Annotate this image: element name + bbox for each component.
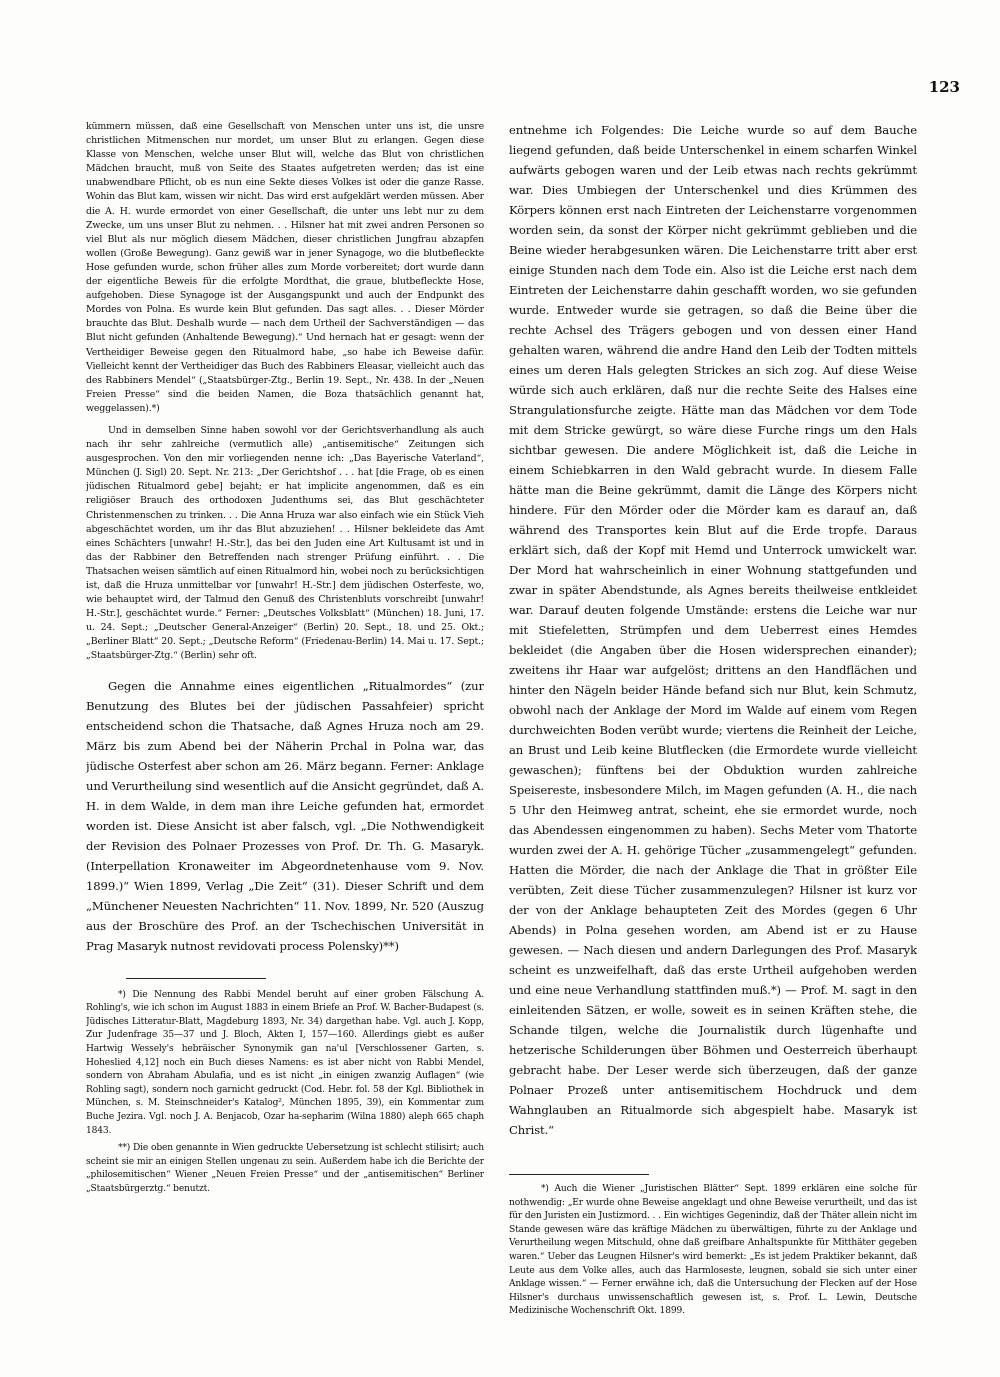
right-column — [509, 120, 917, 1360]
footnote-divider — [126, 978, 266, 979]
argument-paragraph: Gegen die Annahme eines eigentlichen „Ritualmordes“ (zur Benutzung des Blutes bei der jüdischen Passahfeier) spricht entscheidend schon die Thatsache, daß Agnes Hruza noch am 29. März bis zum Abend bei der Näherin Prchal in Polna war, das jüdische Osterfest aber schon am 26. März begann. Ferner: Anklage und Verurtheilung sind wesentlich auf die Ansicht gegründet, daß A. H. in dem Walde, in dem man ihre Leiche gefunden hat, ermordet worden ist. Diese Ansicht ist aber falsch, vgl. „Die Nothwendigkeit der Revision des Polnaer Prozesses von Prof. Dr. Th. G. Masaryk. (Interpellation Kronaweiter im Abgeordnetenhause vom 9. Nov. 1899.)“ Wien 1899, Verlag „Die Zeit“ (31). Dieser Schrift und dem „Münchener Neuesten Nachrichten“ 11. Nov. 1899, Nr. 520 (Auszug aus der Broschüre des Prof. an der Tschechischen Universität in Prag Masaryk nutnost revidovati process Polensky)**) — [86, 678, 484, 953]
left-column — [86, 120, 484, 1360]
page-number: 123 — [928, 78, 960, 96]
newspaper-citations-paragraph: Und in demselben Sinne haben sowohl vor der Gerichtsverhandlung als auch nach ihr sehr zahlreiche (vermutlich alle) „antisemitische“ Zeitungen sich ausgesprochen. Von den mir vorliegenden nenne ich: „Das Bayerische Vaterland“, München (J. Sigl) 20. Sept. Nr. 213: „Der Gerichtshof . . . hat [die Frage, ob es einen jüdischen Ritualmord gebe] bejaht; er hat implicite angenommen, daß es ein religiöser Brauch des orthodoxen Judenthums sei, das Blut geschächteter Christenmenschen zu trinken. . . Die Anna Hruza war also einfach wie ein Stück Vieh abgeschächtet worden, um ihr das Blut abzuziehen! . . Hilsner bekleidete das Amt eines Schächters [unwahr! H.-Str.], das bei den Juden eine Art Kultusamt ist und in das der Rabbiner den Betreffenden nach strenger Prüfung einführt. . . Die Thatsachen weisen sämtlich auf einen Ritualmord hin, wobei noch zu berücksichtigen ist, daß die Hruza unmittelbar vor [unwahr! H.-Str.] dem jüdischen Osterfeste, wo, wie behauptet wird, der Talmud den Genuß des Christenbluts vorschreibt [unwahr! H.-Str.], geschächtet wurde.“ Ferner: „Deutsches Volksblatt“ (München) 18. Juni, 17. u. 24. Sept.; „Deutscher General-Anzeiger“ (Berlin) 20. Sept., 18. und 25. Okt.; „Berliner Blatt“ 20. Sept.; „Deutsche Reform“ (Friedenau-Berlin) 14. Mai u. 17. Sept.; „Staatsbürger-Ztg.“ (Berlin) sehr oft. — [86, 424, 484, 662]
footnote-divider-right — [509, 1174, 649, 1175]
masaryk-summary-paragraph: entnehme ich Folgendes: Die Leiche wurde so auf dem Bauche liegend gefunden, daß beide Unterschenkel in einem scharfen Winkel aufwärts gebogen waren und der Leib etwas nach rechts gekrümmt war. Dies Umbiegen der Unterschenkel und dies Krümmen des Körpers können erst nach Eintreten der Leichenstarre vorgenommen worden sein, da sonst der Körper nicht gekrümmt geblieben und die Beine wieder herabgesunken wären. Die Leichenstarre tritt aber erst einige Stunden nach dem Tode ein. Also ist die Leiche erst nach dem Eintreten der Leichenstarre dahin geschafft worden, wo sie gefunden wurde. Entweder wurde sie getragen, so daß die Beine über die rechte Achsel des Trägers gebogen und von dessen einer Hand gehalten waren, während die andre Hand den Leib der Todten mittels eines um deren Hals gelegten Strickes an sich zog. Auf diese Weise würde sich auch erklären, daß nur die rechte Seite des Halses eine Strangulationsfurche zeigte. Hätte man das Mädchen vor dem Tode mit dem Stricke gewürgt, so wäre diese Furche rings um den Hals sichtbar gewesen. Die andere Möglichkeit ist, daß die Leiche in einem Schiebkarren in den Wald gebracht wurde. In diesem Falle hätte man die Beine gekrümmt, damit die Länge des Körpers nicht hindere. Für den Mörder oder die Mörder kam es darauf an, daß während des Transportes kein Blut auf die Erde tropfe. Daraus erklärt sich, daß der Kopf mit Hemd und Unterrock umwickelt war. Der Mord hat wahrscheinlich in einer Wohnung stattgefunden und zwar in später Abendstunde, als Agnes bereits theilweise entkleidet war. Darauf deuten folgende Umstände: erstens die Leiche war nur mit Stiefeletten, Strümpfen und dem Ueberrest eines Hemdes bekleidet (die Angaben über die Hosen widersprechen einander); zweitens ihr Haar war aufgelöst; drittens an den Handflächen und hinter den Nägeln beider Hände befand sich nur Blut, kein Schmutz, obwohl nach der Anklage der Mord im Walde auf einem vom Regen durchweichten Boden verübt wurde; viertens die Reinheit der Leiche, an Brust und Leib keine Blutflecken (die Ermordete wurde vielleicht gewaschen); fünftens bei der Obduktion wurden zahlreiche Speisereste, insbesondere Milch, im Magen gefunden (A. H., die nach 5 Uhr den Heimweg antrat, scheint, ehe sie ermordet wurde, noch das Abendessen eingenommen zu haben). Sechs Meter vom Thatorte wurden zwei der A. H. gehörige Tücher „zusammengelegt“ gefunden. Hatten die Mörder, die nach der Anklage die That in größter Eile verübten, Zeit diese Tücher zusammenzulegen? Hilsner ist kurz vor der von der Anklage behaupteten Zeit des Mordes (gegen 6 Uhr Abends) in Polna gesehen worden, am Abend ist er zu Hause gewesen. — Nach diesen und andern Darlegungen des Prof. Masaryk scheint es unzweifelhaft, daß das erste Urtheil aufgehoben werden und eine neue Verhandlung stattfinden muß.*) — Prof. M. sagt in den einleitenden Sätzen, er wolle, soweit es in seinen Kräften stehe, die Schande tilgen, welche die Journalistik durch lügenhafte und hetzerische Schilderungen über Böhmen und Oesterreich überhaupt gebracht habe. Der Leser werde sich überzeugen, daß der ganze Polnaer Prozeß unter antisemitischem Hochdruck und dem Wahnglauben an Ritualmorde sich abgespielt habe. Masaryk ist Christ.“ — [509, 123, 917, 1137]
footnote-right-1: *) Auch die Wiener „Juristischen Blätter“ Sept. 1899 erklären eine solche für nothwendig: „Er wurde ohne Beweise angeklagt und ohne Beweise verurtheilt, und das ist für den Juristen ein Justizmord. . . Ein wichtiges Gegenindiz, daß der Thäter allein nicht im Stande gewesen wäre das kräftige Mädchen zu überwältigen, führte zu der Anklage und Verurtheilung wegen Mitschuld, ohne daß greifbare Anhaltspunkte für Mitthäter gegeben waren.“ Ueber das Leugnen Hilsner's wird bemerkt: „Es ist jedem Praktiker bekannt, daß Leute aus dem Volke alles, auch das Harmloseste, leugnen, sobald sie sich unter einer Anklage wissen.“ — Ferner erwähne ich, daß die Untersuchung der Flecken auf der Hose Hilsner's durchaus unwissenschaftlich gewesen ist, s. Prof. L. Lewin, Deutsche Medizinische Wochenschrift Okt. 1899. — [509, 1184, 917, 1317]
footnote-2: **) Die oben genannte in Wien gedruckte Uebersetzung ist schlecht stilisirt; auch scheint sie mir an einigen Stellen ungenau zu sein. Außerdem habe ich die Berichte der „philosemitischen“ Wiener „Neuen Freien Presse“ und der „antisemitischen“ Berliner „Staatsbürgerztg.“ benutzt. — [86, 1143, 484, 1194]
footnote-1: *) Die Nennung des Rabbi Mendel beruht auf einer groben Fälschung A. Rohling's, wie ich schon im August 1883 in einem Briefe an Prof. W. Bacher-Budapest (s. Jüdisches Litteratur-Blatt, Magdeburg 1893, Nr. 34) dargethan habe. Vgl. auch J. Kopp, Zur Judenfrage 35—37 und J. Bloch, Akten I, 157—160. Allerdings giebt es außer Hartwig Wessely's hebräischer Synonymik gan na'ul [Verschlossener Garten, s. Hoheslied 4,12] noch ein Buch dieses Namens: es ist aber nicht von Rabbi Mendel, sondern von Abraham Abulafia, und es ist nicht „in einigen zwanzig Auflagen“ (wie Rohling sagt), sondern noch garnicht gedruckt (Cod. Hebr. fol. 58 der Kgl. Bibliothek in München, s. M. Steinschneider's Katalog², München 1895, 39), ein Kommentar zum Buche Jezira. Vgl. noch J. A. Benjacob, Ozar ha-sepharim (Wilna 1880) aleph 665 chaph 1843. — [86, 989, 484, 1136]
quoted-speech-paragraph: kümmern müssen, daß eine Gesellschaft von Menschen unter uns ist, die unsre christlichen Mitmenschen nur mordet, um unser Blut zu erlangen. Gegen diese Klasse von Menschen, welche unser Blut will, welche das Blut von christlichen Mädchen braucht, muß von Seite des Staates aufgetreten werden; das ist eine unabwendbare Pflicht, ob es nun eine Sekte dieses Volkes ist oder die ganze Rasse. Wohin das Blut kam, wissen wir nicht. Das wird erst aufgeklärt werden müssen. Aber die A. H. wurde ermordet von einer Gesellschaft, die unter uns lebt nur zu dem Zwecke, um uns unser Blut zu nehmen. . . Hilsner hat mit zwei andren Personen so viel Blut als nur möglich diesem Mädchen, dieser christlichen Jungfrau abzapfen wollen (Große Bewegung). Ganz gewiß war in jener Synagoge, wo die blutbefleckte Hose gefunden wurde, schon früher alles zum Morde vorbereitet; dort wurde dann der eigentliche Beweis für die erfolgte Mordthat, die graue, blutbefleckte Hose, aufgehoben. Diese Synagoge ist der Ausgangspunkt und auch der Endpunkt des Mordes von Polna. Es wurde kein Blut gefunden. Das sagt alles. . . Dieser Mörder brauchte das Blut. Deshalb wurde — nach dem Urtheil der Sachverständigen — das Blut nicht gefunden (Anhaltende Bewegung).“ Und hernach hat er gesagt: wenn der Vertheidiger Beweise gegen den Ritualmord habe, „so habe ich Beweise dafür. Vielleicht kennt der Vertheidiger das Buch des Rabbiners Eleasar, vielleicht auch das des Rabbiners Mendel“ („Staatsbürger-Ztg., Berlin 19. Sept., Nr. 438. In der „Neuen Freien Presse“ sind die beiden Namen, die Boza thatsächlich genannt hat, weggelassen).*) — [86, 121, 484, 414]
